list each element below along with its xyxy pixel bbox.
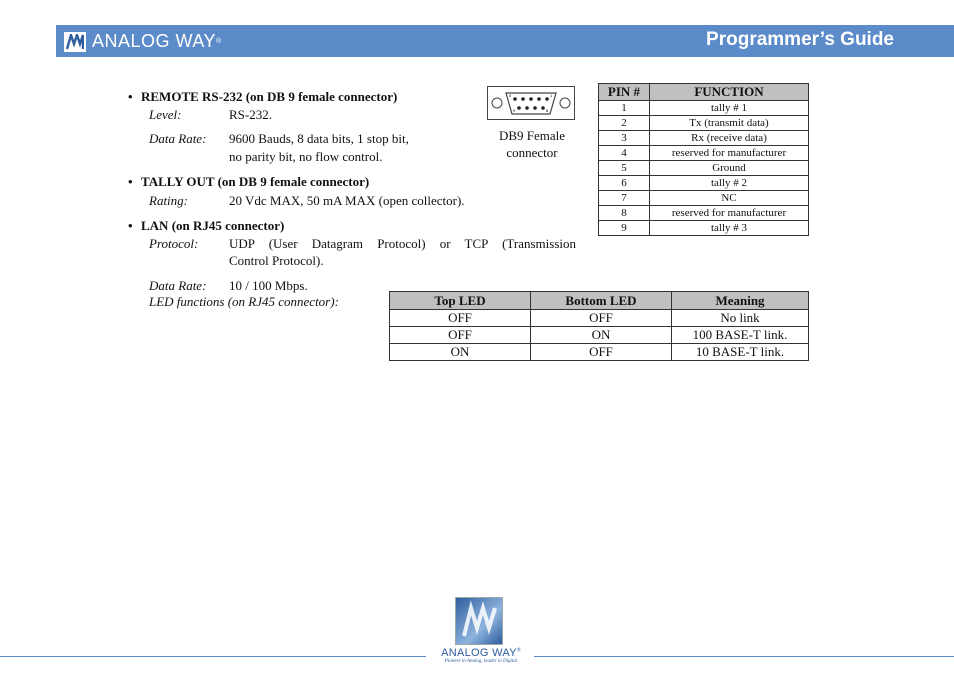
rs232-rate-line1: 9600 Bauds, 8 data bits, 1 stop bit, [229, 131, 409, 146]
top-led-cell: OFF [390, 310, 531, 327]
pin-label-1: 1 [550, 93, 553, 98]
table-row [390, 310, 809, 327]
db9-caption [487, 127, 577, 161]
brand [64, 31, 222, 52]
pin-label-9: 9 [513, 108, 516, 113]
table-row [599, 191, 809, 206]
rs232-rate-label: Data Rate: [149, 131, 207, 146]
pin-number-cell: 4 [599, 146, 650, 161]
pin-function-cell: NC [650, 191, 809, 206]
remote-title-text: REMOTE RS-232 (on DB 9 female connector) [141, 89, 398, 104]
rating-label: Rating: [149, 193, 188, 208]
meaning-cell: No link [672, 310, 809, 327]
pin-number-cell: 9 [599, 221, 650, 236]
table-header-row [599, 84, 809, 101]
lan-rate-value: 10 / 100 Mbps. [229, 278, 308, 293]
lan-section-title [128, 218, 284, 234]
protocol-line2: Control Protocol). [229, 253, 324, 268]
function-header: FUNCTION [650, 84, 809, 101]
db9-caption-line1: DB9 Female [498, 128, 566, 143]
table-row [390, 327, 809, 344]
bottom-led-header: Bottom LED [531, 292, 672, 310]
level-label: Level: [149, 107, 182, 122]
page-header [56, 25, 954, 57]
pin-function-cell: tally # 2 [650, 176, 809, 191]
pin-function-cell: tally # 1 [650, 101, 809, 116]
pin-function-cell: Rx (receive data) [650, 131, 809, 146]
table-row [599, 176, 809, 191]
pin-function-cell: reserved for manufacturer [650, 146, 809, 161]
pin-label-6: 6 [546, 108, 549, 113]
table-row [599, 116, 809, 131]
bottom-led-cell: OFF [531, 310, 672, 327]
footer-rule-left [0, 656, 426, 657]
remote-section-title [128, 89, 397, 105]
protocol-label: Protocol: [149, 236, 199, 251]
pin-number-cell: 8 [599, 206, 650, 221]
tally-title-text: TALLY OUT (on DB 9 female connector) [141, 174, 370, 189]
footer-rule-right [534, 656, 954, 657]
table-row [599, 146, 809, 161]
pin-function-cell: Tx (transmit data) [650, 116, 809, 131]
brand-name: ANALOG WAY [92, 31, 217, 51]
db9-connector-diagram [487, 86, 575, 120]
pin-function-table [598, 83, 809, 236]
table-row [599, 131, 809, 146]
bullet-icon: • [128, 89, 133, 104]
footer-brand-name: ANALOG WAY [441, 647, 517, 659]
table-header-row [390, 292, 809, 310]
level-value: RS-232. [229, 107, 272, 122]
table-row [390, 344, 809, 361]
pin-function-cell: Ground [650, 161, 809, 176]
footer-logo-icon [456, 598, 502, 644]
bottom-led-cell: ON [531, 327, 672, 344]
pin-number-cell: 6 [599, 176, 650, 191]
footer-tagline: Pioneer in Analog, leader in Digital [444, 659, 518, 664]
db9-caption-line2: connector [506, 145, 558, 160]
analog-way-logo-icon [64, 32, 86, 52]
db9-connector-icon [487, 86, 575, 120]
pin-function-cell: reserved for manufacturer [650, 206, 809, 221]
bullet-icon: • [128, 174, 133, 189]
lan-rate-label: Data Rate: [149, 278, 207, 293]
footer-registered-mark: ® [516, 647, 521, 654]
pin-number-cell: 1 [599, 101, 650, 116]
meaning-header: Meaning [672, 292, 809, 310]
meaning-cell: 10 BASE-T link. [672, 344, 809, 361]
pin-number-cell: 5 [599, 161, 650, 176]
table-row [599, 161, 809, 176]
brand-registered-mark: ® [216, 38, 222, 45]
meaning-cell: 100 BASE-T link. [672, 327, 809, 344]
page-title: Programmer’s Guide [706, 29, 894, 50]
pin-number-cell: 3 [599, 131, 650, 146]
top-led-cell: ON [390, 344, 531, 361]
protocol-line1: UDP (User Datagram Protocol) or TCP (Transmission [229, 236, 576, 251]
rating-value: 20 Vdc MAX, 50 mA MAX (open collector). [229, 193, 465, 208]
pin-number-cell: 7 [599, 191, 650, 206]
table-row [599, 101, 809, 116]
pin-label-5: 5 [509, 93, 512, 98]
lan-title-text: LAN (on RJ45 connector) [141, 218, 285, 233]
tally-section-title [128, 174, 369, 190]
table-row [599, 221, 809, 236]
bottom-led-cell: OFF [531, 344, 672, 361]
table-row [599, 206, 809, 221]
footer-brand [433, 647, 529, 659]
rs232-rate-line2: no parity bit, no flow control. [229, 149, 383, 164]
pin-header: PIN # [599, 84, 650, 101]
top-led-header: Top LED [390, 292, 531, 310]
bullet-icon: • [128, 218, 133, 233]
led-functions-label: LED functions (on RJ45 connector): [149, 294, 339, 309]
top-led-cell: OFF [390, 327, 531, 344]
pin-number-cell: 2 [599, 116, 650, 131]
pin-function-cell: tally # 3 [650, 221, 809, 236]
led-function-table [389, 291, 809, 361]
